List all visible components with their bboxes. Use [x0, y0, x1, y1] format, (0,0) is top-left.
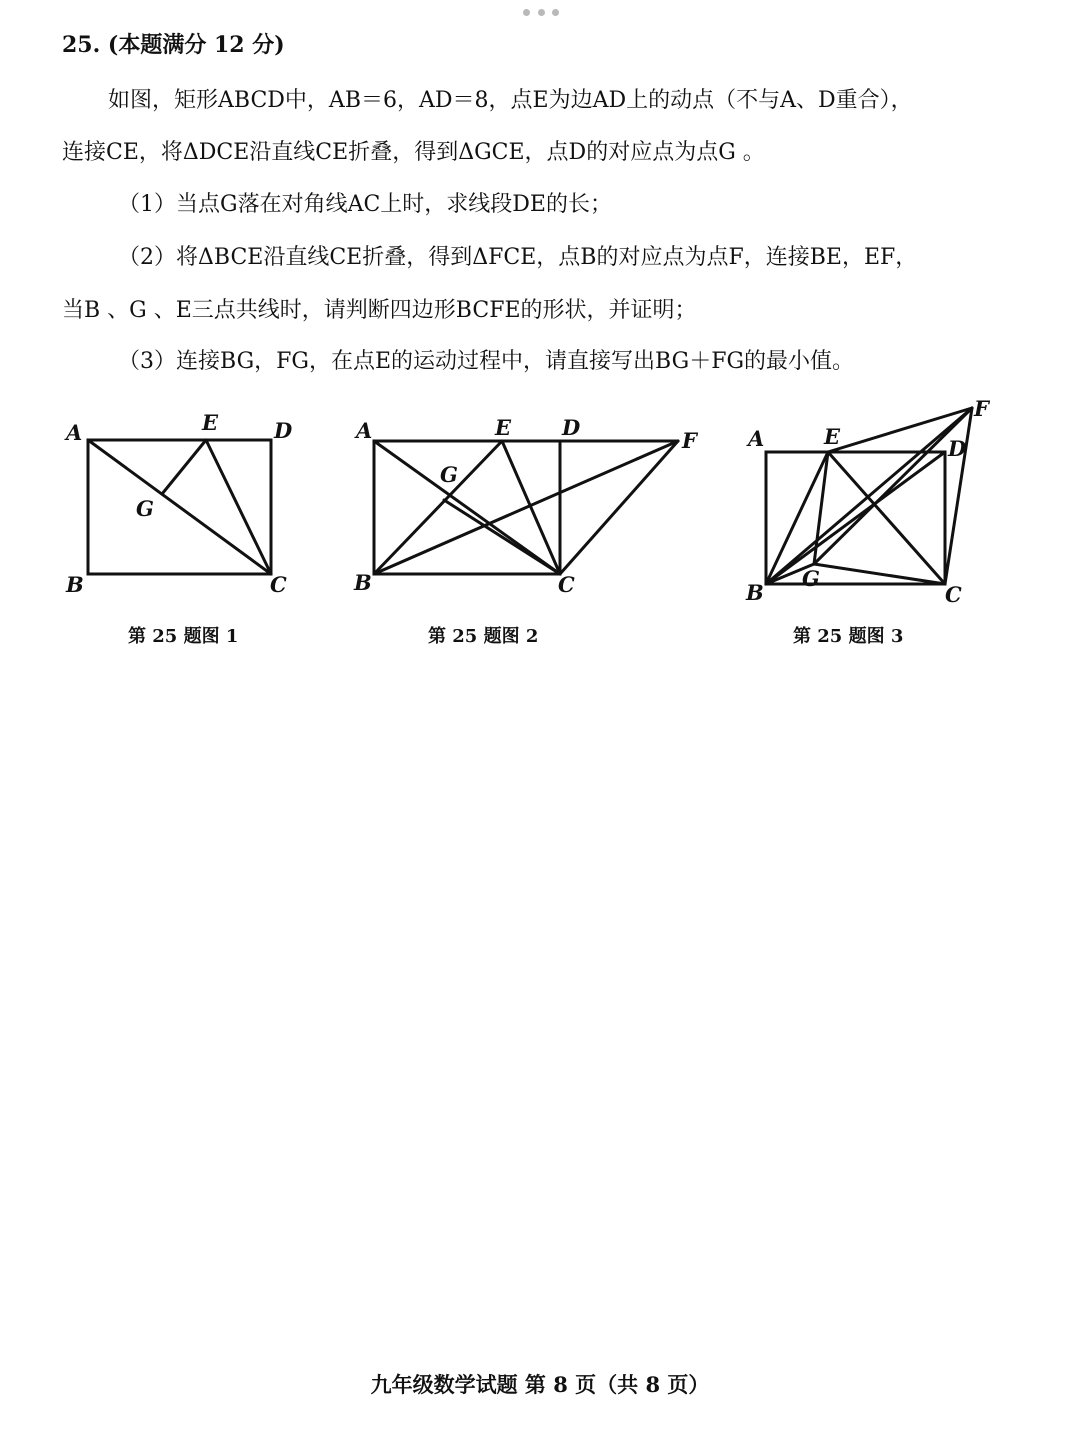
question-intro-line-1: 如图，矩形ABCD中，AB＝6，AD＝8，点E为边AD上的动点（不与A、D重合），	[108, 88, 913, 113]
dot	[523, 9, 530, 16]
label-c: C	[945, 582, 962, 607]
figure-1-diagram	[62, 408, 302, 608]
label-g: G	[440, 462, 458, 487]
label-a: A	[748, 426, 765, 451]
label-d: D	[274, 418, 293, 443]
question-part-2-line-1: （2）将ΔBCE沿直线CE折叠，得到ΔFCE，点B的对应点为点F，连接BE，EF，	[118, 245, 918, 270]
dot	[552, 9, 559, 16]
segment-cf	[560, 441, 678, 574]
figure-3	[742, 396, 1012, 610]
label-b: B	[66, 572, 84, 597]
question-part-1: （1）当点G落在对角线AC上时，求线段DE的长；	[118, 192, 612, 217]
question-part-3: （3）连接BG，FG，在点E的运动过程中，请直接写出BG＋FG的最小值。	[118, 349, 855, 374]
label-e: E	[824, 424, 841, 449]
diagonal-bd	[766, 452, 945, 584]
diagonal-ac	[88, 440, 271, 574]
figure-2-caption: 第 25 题图 2	[428, 626, 539, 647]
figure-2-diagram	[352, 408, 712, 608]
question-part-2-line-2: 当B 、G 、E三点共线时，请判断四边形BCFE的形状，并证明；	[62, 298, 697, 323]
label-d: D	[948, 436, 967, 461]
figure-1-caption: 第 25 题图 1	[128, 626, 239, 647]
label-e: E	[202, 410, 219, 435]
question-header: 25. (本题满分 12 分)	[62, 32, 285, 58]
label-c: C	[270, 572, 287, 597]
segment-ec	[206, 440, 271, 574]
label-f: F	[682, 428, 697, 453]
segment-be	[374, 441, 502, 574]
label-b: B	[354, 570, 372, 595]
figure-3-caption: 第 25 题图 3	[793, 626, 904, 647]
label-d: D	[562, 415, 581, 440]
label-a: A	[356, 418, 373, 443]
segment-eg	[162, 440, 206, 494]
page-footer: 九年级数学试题 第 8 页（共 8 页）	[370, 1372, 710, 1397]
figure-2	[352, 408, 712, 608]
label-g: G	[802, 566, 820, 591]
label-a: A	[66, 420, 83, 445]
top-drag-handle	[523, 9, 559, 17]
label-e: E	[495, 415, 512, 440]
figure-3-diagram	[742, 396, 1012, 610]
segment-gc	[814, 564, 945, 584]
label-g: G	[136, 496, 154, 521]
label-b: B	[746, 580, 764, 605]
figure-1	[62, 408, 302, 608]
label-f: F	[974, 396, 989, 421]
question-intro-line-2: 连接CE，将ΔDCE沿直线CE折叠，得到ΔGCE，点D的对应点为点G 。	[62, 140, 765, 165]
label-c: C	[558, 572, 575, 597]
segment-bf	[766, 408, 972, 584]
segment-cf	[945, 408, 972, 584]
dot	[538, 9, 545, 16]
